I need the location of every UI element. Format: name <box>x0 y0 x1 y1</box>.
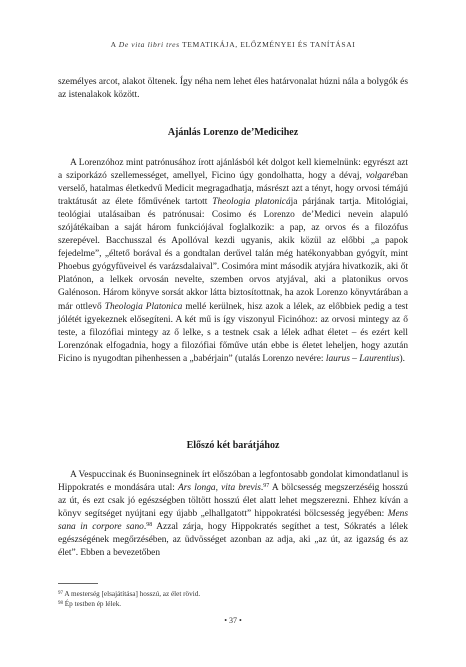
footnote-text: Ép testben ép lélek. <box>64 600 122 608</box>
italic-run: Theologia platonicá <box>212 197 291 208</box>
text-run: A bölcsesség megszerzéséig hosszú az út, és ezt csak jó egészségben töltött hosszú élet alatt lehet megszerezni. Ehhez kíván a könyv segítséget nyújtani egy újabb „elhallgatott” hippokratési bölcsesség jegyében: <box>58 483 408 520</box>
text-run: ). <box>399 353 405 364</box>
preface-paragraph <box>58 469 408 560</box>
page-number: • 37 • <box>224 616 242 625</box>
intro-paragraph: személyes arcot, alakot öltenek. Így néha nem lehet éles határvonalat húzni nála a bolygók és az istenalakok között. <box>58 77 408 101</box>
text-run: ja párjának tartja. Mitológiai, teológiai utalásaiban és patrónusai: Cosimo és Lorenzo de’Medici nevein alapuló szójátékaiban a saját három funkciójával foglalkozik: a pap, az orvos és a filozófus szerepével. Bacchusszal és Apollóval kezdi ugyanis, akik közül az előbbi „a papok fejedelme”, „éltető borával és a gondtalan derűvel talán még hatékonyabban gyógyít, mint Phoebus gyógyfüveivel és varázsdalaival”. Cosimóra mint második atyjára hivatkozik, aki őt Platónon, a lelkek orvosán nevelte, szemben orvos atyjával, aki a platonikus orvos Galénoson. Három könyve sorsát akkor látta biztosítottnak, ha azok Lorenzo könyvtárában a már ottlevő <box>58 197 409 312</box>
running-head-prefix: A <box>110 40 119 49</box>
running-head <box>0 40 466 49</box>
text-run: ban verselő, hatalmas életkedvű Medicit megragadhatja, másrészt azt a tényt, hogy orvosi témájú traktátusát az élete főművének tartott <box>58 171 408 208</box>
footnotes <box>58 589 408 609</box>
text-run: . <box>143 522 147 533</box>
footnote-divider <box>58 583 98 584</box>
italic-run: Theologia Platonica <box>104 301 183 312</box>
footnote <box>58 599 408 609</box>
footnote-number: 97 <box>58 591 63 596</box>
italic-run: laurus – Laurentius <box>325 353 400 364</box>
text-run: mellé kerülnek, hisz azok a lélek, az előbbiek pedig a test jólétét igyekeznek elősegíteni. A két mű is így viszonyul Ficinóhoz: az orvosi mintegy az ő teste, a filozófiai mintegy az ő lelke, s a testnek csak a lélek adhat életet – és ezért kell Lorenzónak elfogadnia, hogy a filozófiai főműve után ebbe is életet leheljen, hogy azután Ficino is nyugodtan pihenhessen a „babérjain” (utalás Lorenzo nevére: <box>58 301 408 364</box>
section-heading-preface: Előszó két barátjához <box>186 440 280 451</box>
italic-run: volgaré <box>365 171 395 182</box>
text-run: Azzal zárja, hogy Hippokratés segíthet a test, Sókratés a lélek egészségének megőrzésében, az üdvösséget azonban az adja, aki „az út, az igazság és az élet”. Ebben a bevezetőben <box>58 522 408 559</box>
running-head-suffix: TEMATIKÁJA, ELŐZMÉNYEI ÉS TANÍTÁSAI <box>179 40 356 49</box>
footnote-number: 98 <box>58 601 63 606</box>
footnote-text: A mesterség [elsajátítása] hosszú, az élet rövid. <box>64 590 201 598</box>
running-head-title: De vita libri tres <box>118 40 180 49</box>
italic-run: Mens sana in corpore sano <box>58 509 408 533</box>
footnote-ref[interactable]: 97 <box>263 483 270 490</box>
section-heading-dedication: Ajánlás Lorenzo de’Medicihez <box>167 127 299 138</box>
intro-text <box>58 76 408 102</box>
section-body-dedication <box>58 157 408 366</box>
dedication-paragraph <box>58 157 408 366</box>
footnote-ref[interactable]: 98 <box>146 522 153 529</box>
text-run: A Vespuccinak és Buoninsegninek írt előszóban a legfontosabb gondolat kimondatlanul is Hippokratés e mondására utal: <box>58 470 408 494</box>
italic-run: Ars longa, vita brevis <box>178 483 261 494</box>
text-run: A Lorenzóhoz mint patrónusához írott ajánlásból két dolgot kell kiemelnünk: egyrészt azt a sziporkázó szellemességet, amellyel, Ficino úgy gondolhatta, hogy a dévaj, <box>58 158 408 182</box>
section-body-preface <box>58 469 408 560</box>
footnote <box>58 589 408 599</box>
text-run: . <box>260 483 264 494</box>
